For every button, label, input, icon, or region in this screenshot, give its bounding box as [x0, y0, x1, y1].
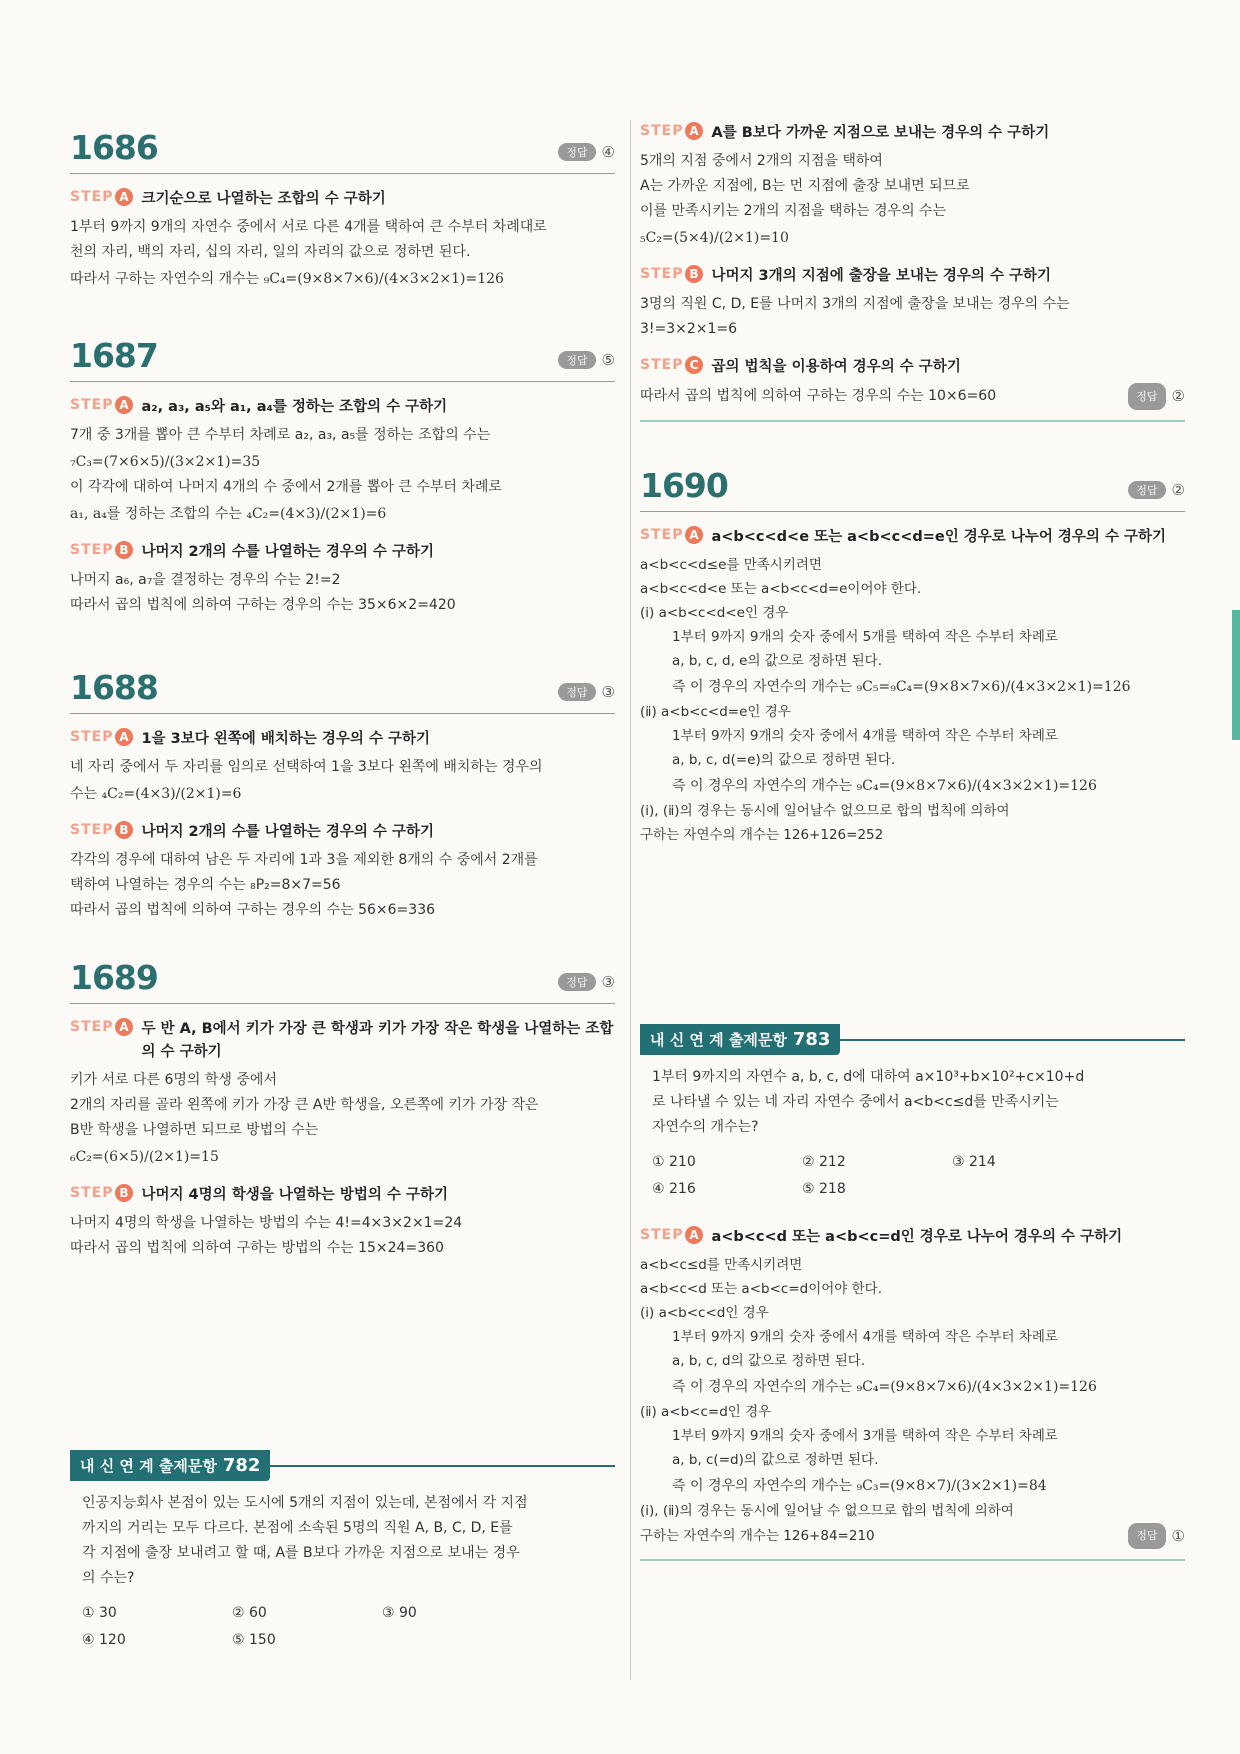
answer-badge: 정답 [558, 683, 595, 701]
step-tag: STEP B [70, 821, 133, 839]
step-title: 나머지 2개의 수를 나열하는 경우의 수 구하기 [141, 544, 434, 560]
problem-header [70, 958, 615, 1004]
step-a [640, 1226, 1185, 1249]
answer-tag [558, 683, 615, 701]
choice-1: ① 210 [652, 1154, 696, 1170]
problem-number: 1686 [70, 128, 158, 167]
answer-value: ① [1171, 1527, 1185, 1545]
problem-1690 [640, 466, 1185, 847]
linked-problem-header [70, 1450, 615, 1481]
answer-tag [558, 351, 615, 369]
solution-text: 7개 중 3개를 뽑아 큰 수부터 차례로 a₂, a₃, a₅를 정하는 조합의 수는 ₇C₃=(7×6×5)/(3×2×1)=35 이 각각에 대하여 나머지 4개의 수 중에서 2개를 뽑아 큰 수부터 차례로 a₁, a₄를 정하는 조합의 수는 ₄C₂=(4×3)/(2×1)=6 [70, 427, 502, 522]
problem-1688 [70, 668, 615, 923]
page-edge-tab [1232, 610, 1240, 740]
step-a [70, 188, 615, 211]
step-b [70, 541, 615, 564]
solution-783 [640, 1226, 1185, 1561]
solution-text: 키가 서로 다른 6명의 학생 중에서 2개의 자리를 골라 왼쪽에 키가 가장 큰 A반 학생을, 오른쪽에 키가 가장 작은 B반 학생을 나열하면 되므로 방법의 수는 ₆C₂=(6×5)/(2×1)=15 [70, 1072, 539, 1165]
step-title: a₂, a₃, a₅와 a₁, a₄를 정하는 조합의 수 구하기 [141, 399, 448, 415]
step-title: A를 B보다 가까운 지점으로 보내는 경우의 수 구하기 [711, 125, 1050, 141]
problem-header [70, 336, 615, 382]
column-divider [630, 120, 631, 1680]
step-a [70, 396, 615, 419]
problem-number: 1687 [70, 336, 158, 375]
problem-number: 1690 [640, 466, 728, 505]
step-tag: STEP B [70, 541, 133, 559]
problem-number: 1688 [70, 668, 158, 707]
problem-header [70, 668, 615, 714]
step-title: 1을 3보다 왼쪽에 배치하는 경우의 수 구하기 [141, 731, 431, 747]
problem-number: 1689 [70, 958, 158, 997]
step-a [70, 728, 615, 751]
linked-problem-783 [640, 1024, 1185, 1202]
answer-value: ② [1171, 387, 1185, 405]
answer-badge: 정답 [558, 143, 595, 161]
step-tag: STEP A [640, 122, 703, 140]
answer-badge: 정답 [558, 973, 595, 991]
solution-text: 네 자리 중에서 두 자리를 임의로 선택하여 1을 3보다 왼쪽에 배치하는 경우의 수는 ₄C₂=(4×3)/(2×1)=6 [70, 759, 543, 802]
solution-text: 5개의 지점 중에서 2개의 지점을 택하여 A는 가까운 지점에, B는 먼 지점에 출장 보내면 되므로 이를 만족시키는 2개의 지점을 택하는 경우의 수는 ₅C₂=(5×4)/(2×1)=10 [640, 153, 970, 246]
step-c [640, 356, 1185, 379]
step-title: 두 반 A, B에서 키가 가장 큰 학생과 키가 가장 작은 학생을 나열하는 조합의 수 구하기 [141, 1021, 614, 1060]
step-tag: STEP A [640, 1226, 703, 1244]
step-tag: STEP B [70, 1184, 133, 1202]
solution-text: 따라서 곱의 법칙에 의하여 구하는 경우의 수는 10×6=60 정답 ② [640, 383, 1185, 410]
linked-problem-header [640, 1024, 1185, 1055]
choice-5: ⑤ 150 [232, 1632, 276, 1648]
section-rule [640, 420, 1185, 422]
linked-problem-body: 인공지능회사 본점이 있는 도시에 5개의 지점이 있는데, 본점에서 각 지점 까지의 거리는 모두 다르다. 본점에 소속된 5명의 직원 A, B, C, D, E를 각 지점에 출장 보내려고 할 때, A를 B보다 가까운 지점으로 보내는 경우 의 수는? ① 30 ② 60 ③ 90 ④ 120 ⑤ 150 [70, 1481, 615, 1653]
solution-782 [640, 122, 1185, 422]
choice-2: ② 212 [802, 1154, 846, 1170]
step-b [70, 1184, 615, 1207]
step-a [640, 122, 1185, 145]
step-b [70, 821, 615, 844]
problem-header [70, 128, 615, 174]
answer-value: ④ [601, 143, 615, 161]
problem-1687 [70, 336, 615, 618]
solution-text: 1부터 9까지 9개의 자연수 중에서 서로 다른 4개를 택하여 큰 수부터 차례대로 천의 자리, 백의 자리, 십의 자리, 일의 자리의 값으로 정하면 된다. 따라서 구하는 자연수의 개수는 ₉C₄=(9×8×7×6)/(4×3×2×1)=126 [70, 219, 547, 287]
choice-3: ③ 214 [952, 1154, 996, 1170]
answer-badge: 정답 [1128, 481, 1165, 499]
answer-value: ⑤ [601, 351, 615, 369]
answer-value: ③ [601, 683, 615, 701]
answer-value: ② [1171, 481, 1185, 499]
problem-1689 [70, 958, 615, 1261]
solution-text: 각각의 경우에 대하여 남은 두 자리에 1과 3을 제외한 8개의 수 중에서 2개를 택하여 나열하는 경우의 수는 ₈P₂=8×7=56 따라서 곱의 법칙에 의하여 구하는 경우의 수는 56×6=336 [70, 852, 538, 918]
header-rule [270, 1465, 615, 1467]
choice-4: ④ 120 [82, 1632, 126, 1648]
step-tag: STEP A [640, 526, 703, 544]
problem-1686 [70, 128, 615, 292]
step-tag: STEP C [640, 356, 703, 374]
step-tag: STEP A [70, 188, 133, 206]
answer-tag [1128, 1523, 1185, 1549]
linked-problem-body: 1부터 9까지의 자연수 a, b, c, d에 대하여 a×10³+b×10²+c×10+d 로 나타낼 수 있는 네 자리 자연수 중에서 a<b<c≤d를 만족시키는 자연수의 개수는? ① 210 ② 212 ③ 214 ④ 216 ⑤ 218 [640, 1055, 1185, 1202]
step-title: a<b<c<d 또는 a<b<c=d인 경우로 나누어 경우의 수 구하기 [711, 1229, 1123, 1245]
section-rule [640, 1559, 1185, 1561]
solution-text: 3명의 직원 C, D, E를 나머지 3개의 지점에 출장을 보내는 경우의 수는 3!=3×2×1=6 [640, 296, 1070, 337]
answer-badge: 정답 [1128, 383, 1165, 410]
step-tag: STEP B [640, 265, 703, 283]
step-tag: STEP A [70, 396, 133, 414]
step-tag: STEP A [70, 728, 133, 746]
step-title: 나머지 3개의 지점에 출장을 보내는 경우의 수 구하기 [711, 268, 1052, 284]
linked-problem-782 [70, 1450, 615, 1653]
choice-4: ④ 216 [652, 1181, 696, 1197]
step-title: 나머지 4명의 학생을 나열하는 방법의 수 구하기 [141, 1187, 448, 1203]
choice-2: ② 60 [232, 1605, 267, 1621]
step-a [70, 1018, 615, 1064]
solution-text: a<b<c≤d를 만족시키려면 a<b<c<d 또는 a<b<c=d이어야 한다. (ⅰ) a<b<c<d인 경우 1부터 9까지 9개의 숫자 중에서 4개를 택하여 작은 수부터 차례로 a, b, c, d의 값으로 정하면 된다. 즉 이 경우의 자연수의 개수는 ₉C₄=(9×8×7×6)/(4×3×2×1)=126 (ⅱ) a<b<c=d인 경우 1부터 9까지 9개의 숫자 중에서 3개를 택하여 작은 수부터 차례로 a, b, c(=d)의 값으로 정하면 된다. 즉 이 경우의 자연수의 개수는 ₉C₃=(9×8×7)/(3×2×1)=84 (ⅰ), (ⅱ)의 경우는 동시에 일어날 수 없으므로 합의 법칙에 의하여 구하는 자연수의 개수는 126+84=210 정답 ① [640, 1253, 1185, 1549]
choice-1: ① 30 [82, 1605, 117, 1621]
linked-problem-title: 내 신 연 계 출제문항 783 [640, 1024, 840, 1055]
answer-choices [82, 1601, 603, 1653]
answer-tag [1128, 383, 1185, 410]
header-rule [840, 1039, 1185, 1041]
step-tag: STEP A [70, 1018, 133, 1036]
solution-text: 나머지 4명의 학생을 나열하는 방법의 수는 4!=4×3×2×1=24 따라서 곱의 법칙에 의하여 구하는 방법의 수는 15×24=360 [70, 1215, 463, 1256]
step-title: a<b<c<d<e 또는 a<b<c<d=e인 경우로 나누어 경우의 수 구하기 [711, 529, 1167, 545]
answer-tag [1128, 481, 1185, 499]
problem-header [640, 466, 1185, 512]
solution-text: 나머지 a₆, a₇을 결정하는 경우의 수는 2!=2 따라서 곱의 법칙에 의하여 구하는 경우의 수는 35×6×2=420 [70, 572, 456, 613]
answer-tag [558, 973, 615, 991]
linked-problem-title: 내 신 연 계 출제문항 782 [70, 1450, 270, 1481]
answer-badge: 정답 [558, 351, 595, 369]
step-title: 곱의 법칙을 이용하여 경우의 수 구하기 [711, 359, 961, 375]
step-b [640, 265, 1185, 288]
step-a [640, 526, 1185, 549]
choice-3: ③ 90 [382, 1605, 417, 1621]
answer-choices [652, 1150, 1173, 1202]
answer-value: ③ [601, 973, 615, 991]
choice-5: ⑤ 218 [802, 1181, 846, 1197]
step-title: 나머지 2개의 수를 나열하는 경우의 수 구하기 [141, 824, 434, 840]
solution-text: a<b<c<d≤e를 만족시키려면 a<b<c<d<e 또는 a<b<c<d=e이어야 한다. (ⅰ) a<b<c<d<e인 경우 1부터 9까지 9개의 숫자 중에서 5개를 택하여 작은 수부터 차례로 a, b, c, d, e의 값으로 정하면 된다. 즉 이 경우의 자연수의 개수는 ₉C₅=₉C₄=(9×8×7×6)/(4×3×2×1)=126 (ⅱ) a<b<c<d=e인 경우 1부터 9까지 9개의 숫자 중에서 4개를 택하여 작은 수부터 차례로 a, b, c, d(=e)의 값으로 정하면 된다. 즉 이 경우의 자연수의 개수는 ₉C₄=(9×8×7×6)/(4×3×2×1)=126 (ⅰ), (ⅱ)의 경우는 동시에 일어날수 없으므로 합의 법칙에 의하여 구하는 자연수의 개수는 126+126=252 [640, 557, 1131, 843]
answer-tag [558, 143, 615, 161]
answer-badge: 정답 [1128, 1523, 1165, 1549]
step-title: 크기순으로 나열하는 조합의 수 구하기 [141, 191, 386, 207]
